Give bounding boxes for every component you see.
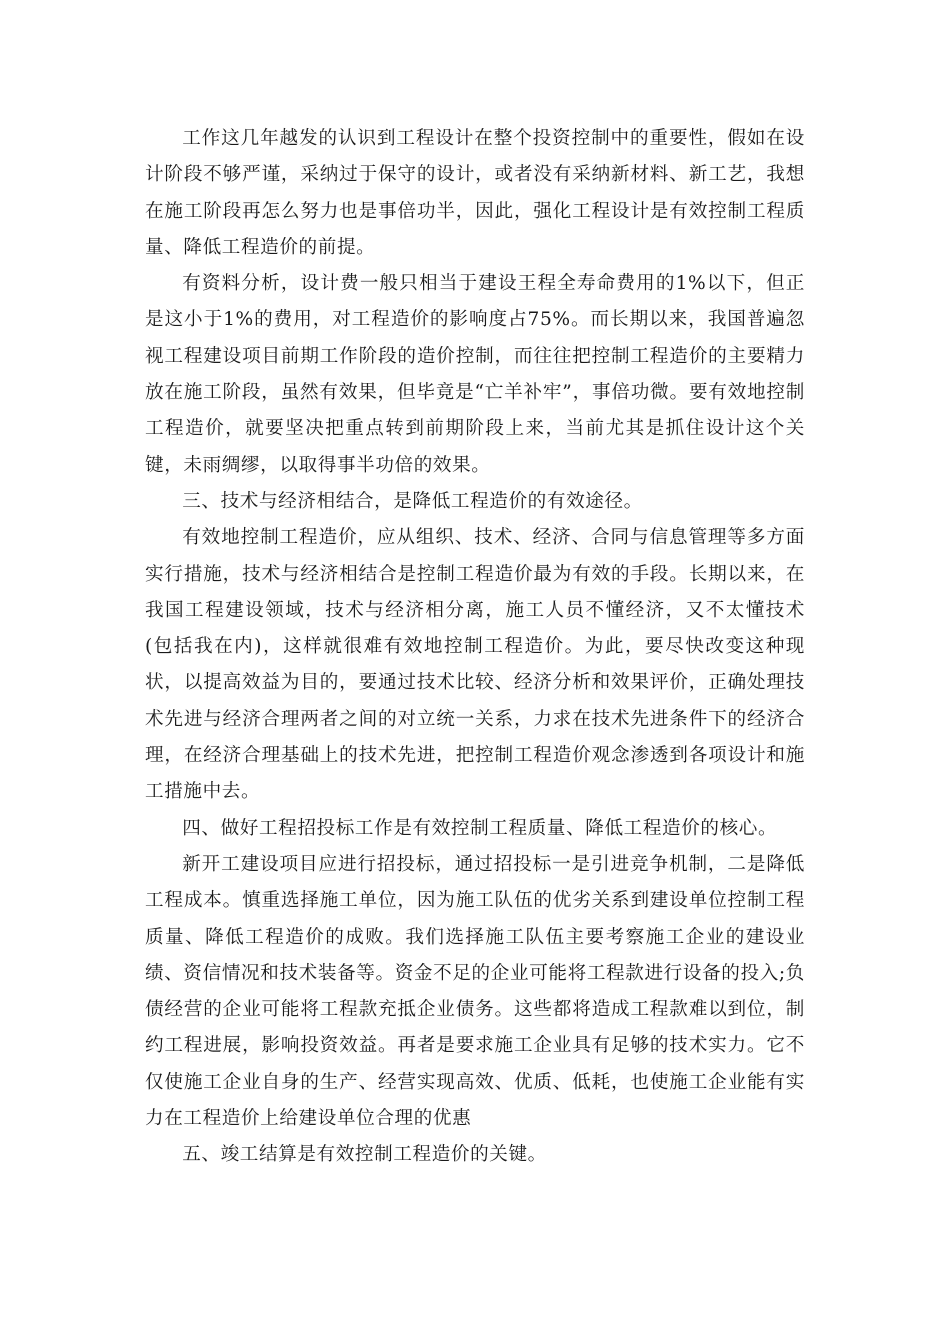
document-page [145,121,805,1174]
paragraph-design-cost-analysis: 有资料分析，设计费一般只相当于建设王程全寿命费用的1%以下，但正是这小于1%的费用，对工程造价的影响度占75%。而长期以来，我国普遍忽视工程建设项目前期工作阶段的造价控制，而往往把控制工程造价的主要精力放在施工阶段，虽然有效果，但毕竟是“亡羊补牢”，事倍功微。要有效地控制工程造价，就要坚决把重点转到前期阶段上来，当前尤其是抓住设计这个关键，未雨绸缪，以取得事半功倍的效果。 [145,273,805,476]
heading-section-five: 五、竣工结算是有效控制工程造价的关键。 [182,1144,547,1166]
heading-section-three: 三、技术与经济相结合，是降低工程造价的有效途径。 [182,490,643,512]
heading-section-four: 四、做好工程招投标工作是有效控制工程质量、降低工程造价的核心。 [182,817,778,839]
paragraph-technology-economy: 有效地控制工程造价，应从组织、技术、经济、合同与信息管理等多方面实行措施，技术与经济相结合是控制工程造价最为有效的手段。长期以来，在我国工程建设领域，技术与经济相分离，施工人员不懂经济，又不太懂技术(包括我在内)，这样就很难有效地控制工程造价。为此，要尽快改变这种现状，以提高效益为目的，要通过技术比较、经济分析和效果评价，正确处理技术先进与经济合理两者之间的对立统一关系，力求在技术先进条件下的经济合理，在经济合理基础上的技术先进，把控制工程造价观念渗透到各项设计和施工措施中去。 [145,527,805,803]
paragraph-bidding: 新开工建设项目应进行招投标，通过招投标一是引进竞争机制，二是降低工程成本。慎重选择施工单位，因为施工队伍的优劣关系到建设单位控制工程质量、降低工程造价的成败。我们选择施工队伍主要考察施工企业的建设业绩、资信情况和技术装备等。资金不足的企业可能将工程款进行设备的投入;负债经营的企业可能将工程款充抵企业债务。这些都将造成工程款难以到位，制约工程进展，影响投资效益。再者是要求施工企业具有足够的技术实力。它不仅使施工企业自身的生产、经营实现高效、优质、低耗，也使施工企业能有实力在工程造价上给建设单位合理的优惠 [145,853,805,1130]
paragraph-design-importance: 工作这几年越发的认识到工程设计在整个投资控制中的重要性，假如在设计阶段不够严谨，采纳过于保守的设计，或者没有采纳新材料、新工艺，我想在施工阶段再怎么努力也是事倍功半，因此，强化工程设计是有效控制工程质量、降低工程造价的前提。 [145,128,805,258]
